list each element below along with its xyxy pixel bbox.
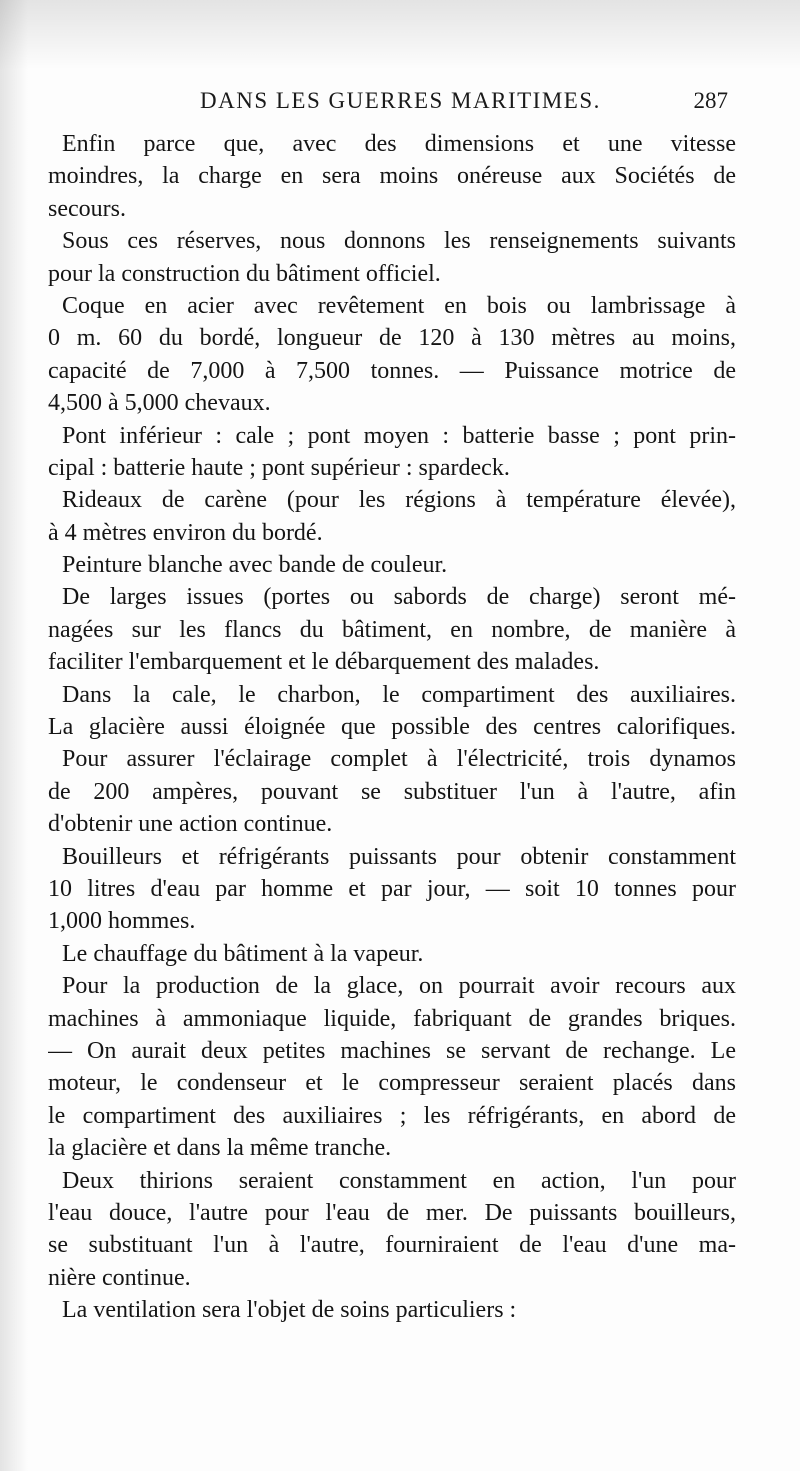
text-line: la glacière et dans la même tranche.: [48, 1135, 392, 1162]
text-line: l'eau douce, l'autre pour l'eau de mer. De puissants bouilleurs,: [48, 1199, 736, 1226]
text-line: Dans la cale, le charbon, le compartiment des auxiliaires.: [62, 681, 736, 708]
text-line: à 4 mètres environ du bordé.: [48, 519, 323, 546]
text-line: Le chauffage du bâtiment à la vapeur.: [62, 940, 424, 967]
text-line: De larges issues (portes ou sabords de charge) seront mé-: [62, 584, 736, 611]
page-edge-shadow-top: [0, 0, 800, 70]
text-line: cipal : batterie haute ; pont supérieur : spardeck.: [48, 454, 510, 481]
text-line: La ventilation sera l'objet de soins particuliers :: [62, 1297, 517, 1324]
text-line: se substituant l'un à l'autre, fourniraient de l'eau d'une ma-: [48, 1232, 736, 1259]
text-line: 10 litres d'eau par homme et par jour, — soit 10 tonnes pour: [48, 875, 736, 902]
text-line: 4,500 à 5,000 chevaux.: [48, 390, 271, 417]
running-head: [0, 88, 800, 122]
text-line: Enfin parce que, avec des dimensions et une vitesse: [62, 131, 736, 157]
text-line: Coque en acier avec revêtement en bois ou lambrissage à: [62, 292, 736, 319]
text-line: pour la construction du bâtiment officiel.: [48, 260, 441, 287]
text-line: nagées sur les flancs du bâtiment, en nombre, de manière à: [48, 616, 736, 643]
text-line: Sous ces réserves, nous donnons les renseignements suivants: [62, 228, 736, 255]
text-line: 1,000 hommes.: [48, 908, 196, 935]
text-line: de 200 ampères, pouvant se substituer l'un à l'autre, afin: [48, 778, 736, 805]
body-text: [48, 128, 736, 1326]
text-line: capacité de 7,000 à 7,500 tonnes. — Puissance motrice de: [48, 357, 736, 384]
text-line: Deux thirions seraient constamment en action, l'un pour: [62, 1167, 736, 1194]
text-line: secours.: [48, 195, 126, 222]
text-line: — On aurait deux petites machines se servant de rechange. Le: [48, 1037, 736, 1064]
text-line: 0 m. 60 du bordé, longueur de 120 à 130 mètres au moins,: [48, 325, 736, 352]
page-number: 287: [693, 88, 728, 113]
running-title: DANS LES GUERRES MARITIMES.: [200, 88, 601, 113]
page-edge-shadow-left: [0, 0, 28, 1471]
text-line: Pour assurer l'éclairage complet à l'électricité, trois dynamos: [62, 746, 736, 773]
text-line: moteur, le condenseur et le compresseur seraient placés dans: [48, 1070, 736, 1097]
text-line: Bouilleurs et réfrigérants puissants pour obtenir constamment: [62, 843, 736, 870]
text-line: Rideaux de carène (pour les régions à température élevée),: [62, 487, 736, 514]
text-line: Pour la production de la glace, on pourrait avoir recours aux: [62, 973, 736, 1000]
text-line: Peinture blanche avec bande de couleur.: [62, 552, 448, 579]
text-line: Pont inférieur : cale ; pont moyen : batterie basse ; pont prin-: [62, 422, 736, 449]
text-line: moindres, la charge en sera moins onéreuse aux Sociétés de: [48, 163, 736, 190]
text-line: machines à ammoniaque liquide, fabriquant de grandes briques.: [48, 1005, 736, 1032]
text-line: La glacière aussi éloignée que possible des centres calorifiques.: [48, 714, 736, 741]
text-line: faciliter l'embarquement et le débarquement des malades.: [48, 649, 600, 676]
text-line: nière continue.: [48, 1264, 191, 1291]
text-line: d'obtenir une action continue.: [48, 811, 333, 838]
text-line: le compartiment des auxiliaires ; les réfrigérants, en abord de: [48, 1102, 736, 1129]
